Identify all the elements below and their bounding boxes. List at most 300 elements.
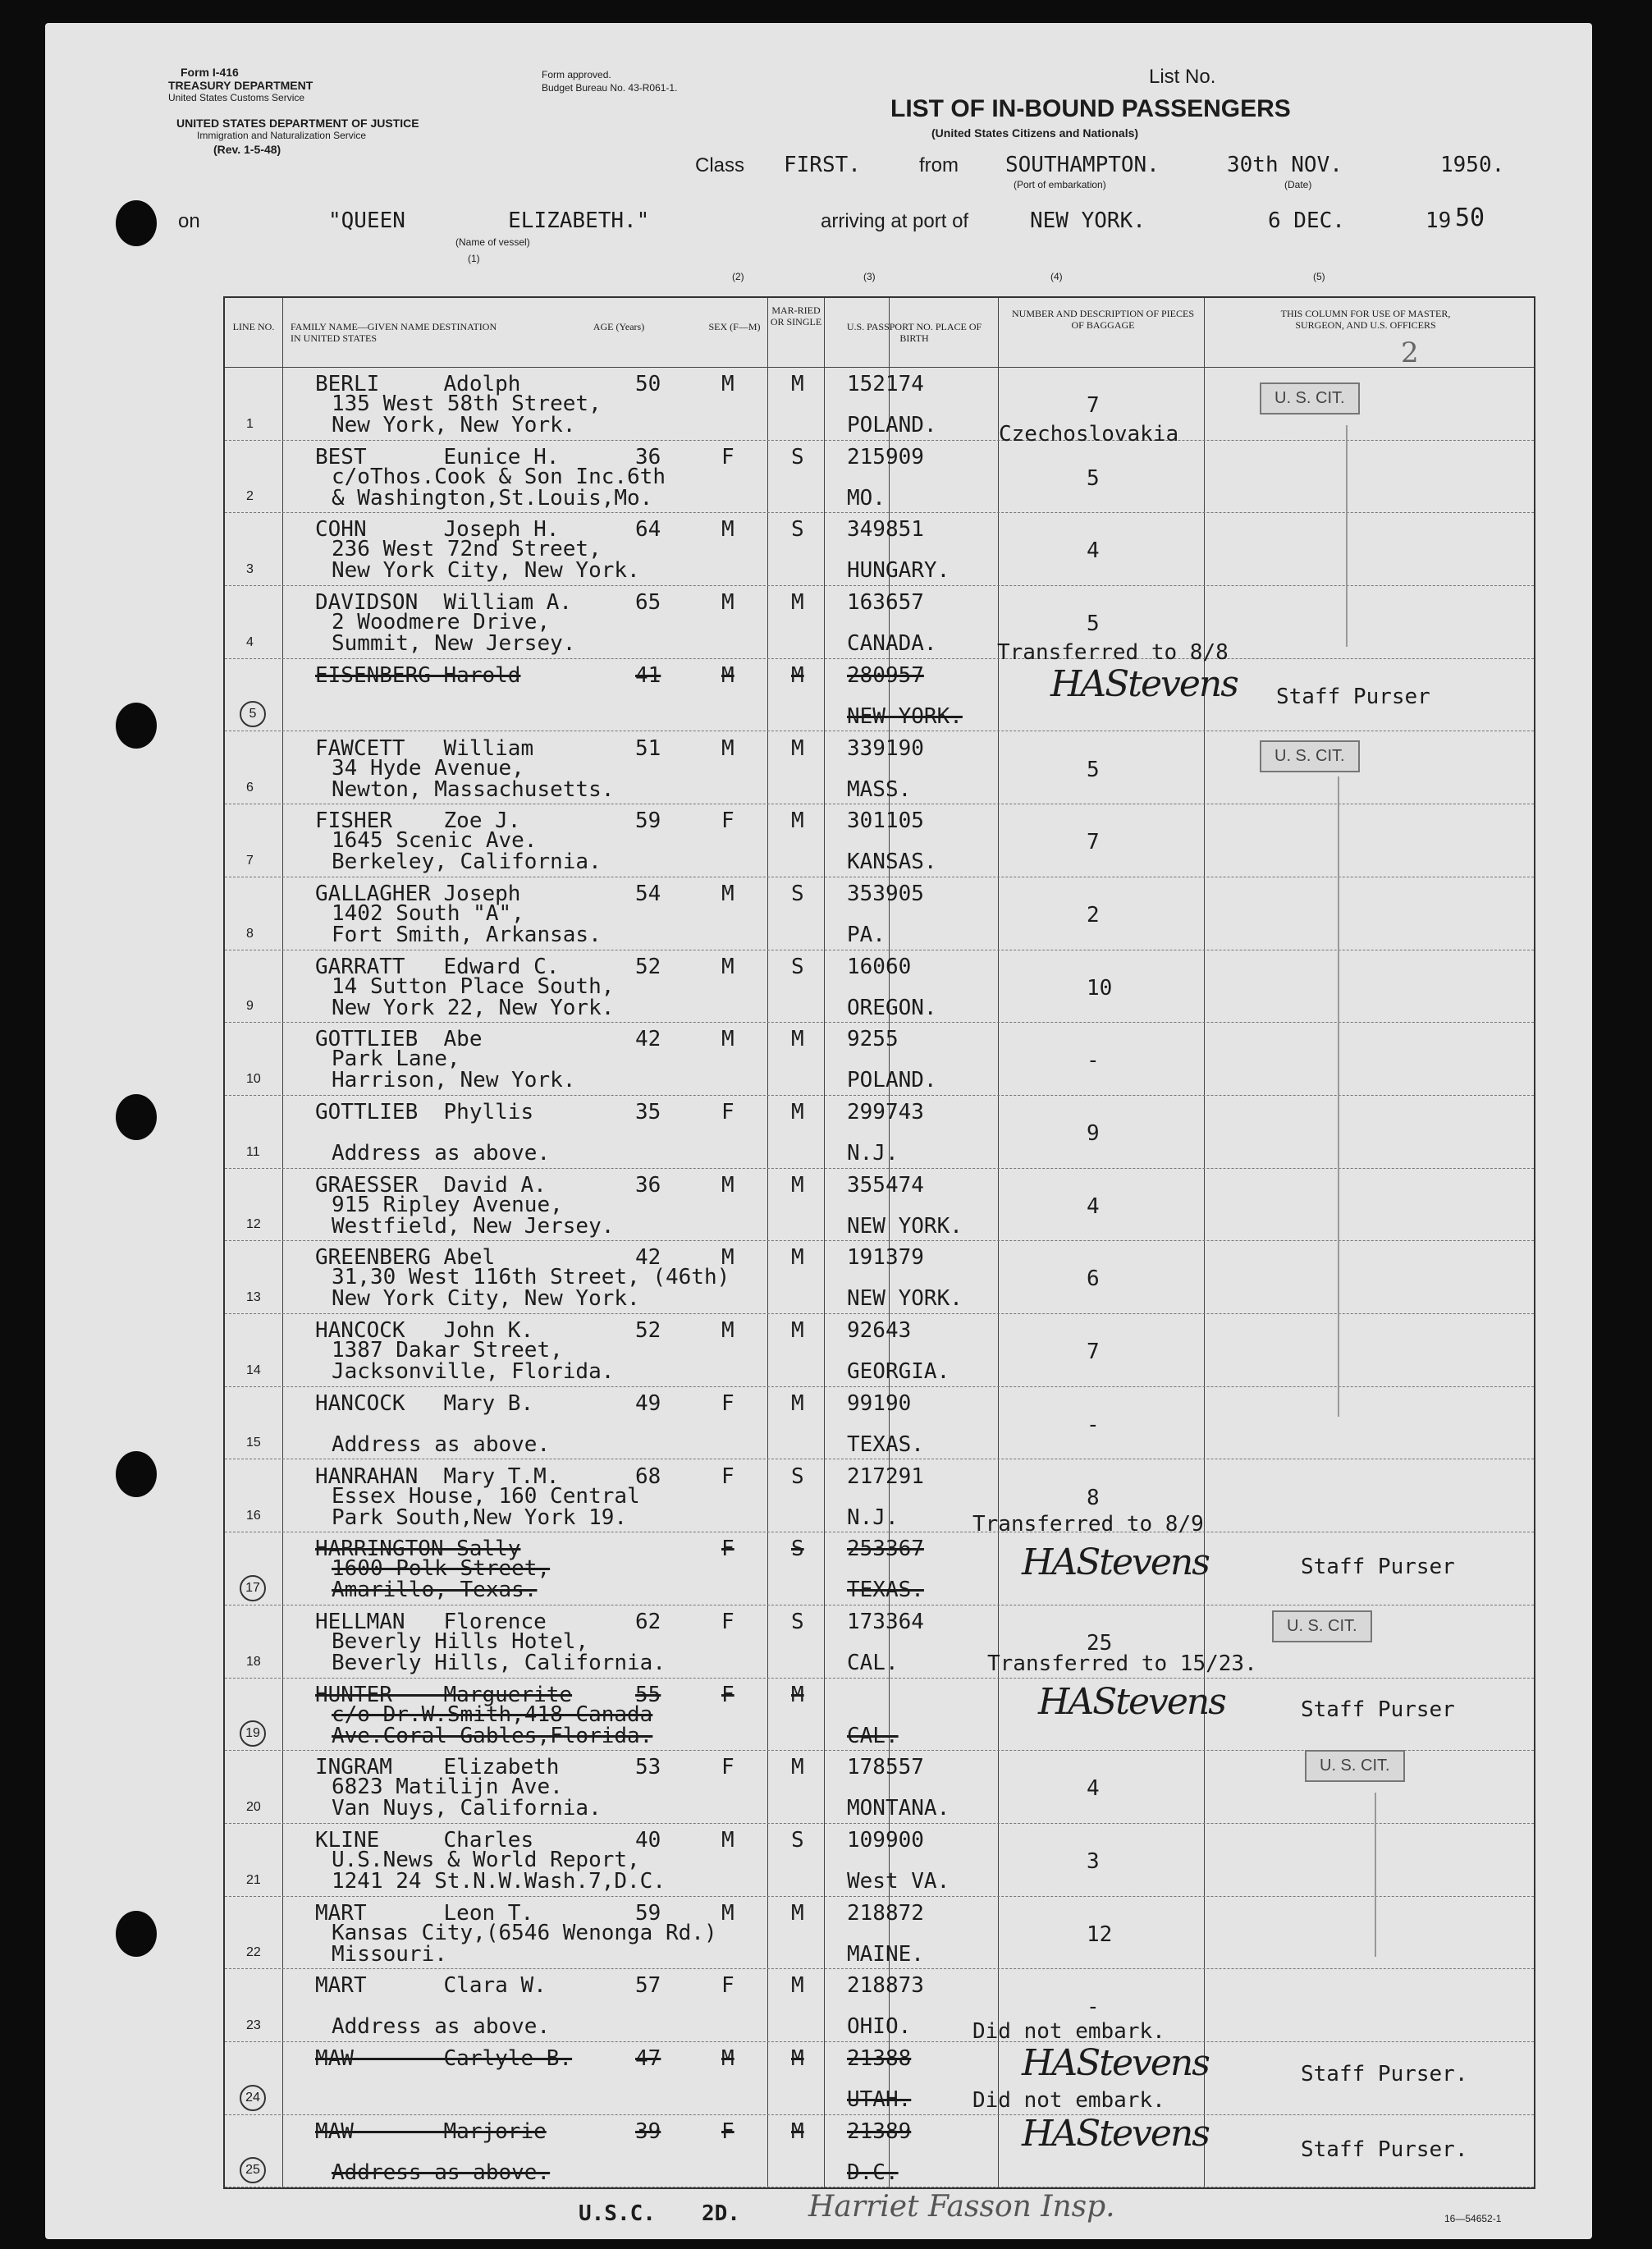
revision: (Rev. 1-5-48) — [213, 143, 281, 156]
binder-hole — [116, 1451, 157, 1497]
purser-signature: HAStevens — [1050, 663, 1238, 705]
passenger-sex: F — [721, 1609, 734, 1634]
passenger-age: 40 — [635, 1828, 661, 1853]
line-number: 12 — [246, 1217, 261, 1232]
passenger-sex: M — [721, 1027, 734, 1052]
line-number: 17 — [240, 1575, 266, 1601]
passport-number: 339190 — [847, 735, 924, 761]
passenger-name: MAW Carlyle B. — [315, 2046, 573, 2072]
place-of-birth: MO. — [847, 485, 885, 511]
passenger-name: HANRAHAN Mary T.M. — [315, 1463, 560, 1489]
baggage-count: 7 — [1087, 1340, 1100, 1365]
baggage-count: 25 — [1087, 1630, 1113, 1656]
passenger-sex: M — [721, 1172, 734, 1198]
baggage-count: 2 — [1087, 902, 1100, 928]
passenger-name: HANCOCK Mary B. — [315, 1390, 534, 1416]
passport-number: 217291 — [847, 1463, 924, 1489]
passenger-age: 64 — [635, 517, 661, 543]
address-line-1: 1600 Polk Street, — [332, 1556, 551, 1582]
passenger-name: GOTTLIEB Phyllis — [315, 1100, 534, 1124]
place-of-birth: OHIO. — [847, 2014, 912, 2040]
baggage-count: - — [1087, 1048, 1100, 1074]
line-number: 10 — [246, 1071, 261, 1086]
purser-signature: HAStevens — [1022, 2042, 1209, 2084]
passport-number: 109900 — [847, 1828, 924, 1853]
place-of-birth: N.J. — [847, 1141, 899, 1166]
passenger-age: 57 — [635, 1973, 661, 1999]
header-baggage: NUMBER AND DESCRIPTION OF PIECES OF BAGGAGE — [1011, 308, 1195, 331]
place-of-birth: MONTANA. — [847, 1796, 950, 1821]
place-of-birth: D.C. — [847, 2160, 899, 2185]
arrival-year-suffix: 50 — [1455, 204, 1485, 232]
address-line-1: Park Lane, — [332, 1047, 460, 1072]
address-line-1: 1402 South "A", — [332, 900, 524, 926]
date-caption: (Date) — [1284, 179, 1312, 190]
passport-number: 218872 — [847, 1900, 924, 1926]
passenger-name: EISENBERG Harold — [315, 662, 521, 688]
baggage-count: 7 — [1087, 393, 1100, 418]
address-line-1: 135 West 58th Street, — [332, 392, 602, 416]
address-line-1: 14 Sutton Place South, — [332, 973, 615, 999]
baggage-count: 5 — [1087, 611, 1100, 637]
footer-usc: U.S.C. — [579, 2201, 656, 2226]
arriving-label: arriving at port of — [821, 210, 969, 232]
header-officers: THIS COLUMN FOR USE OF MASTER, SURGEON, AND U.S. OFFICERS — [1280, 308, 1451, 331]
passenger-sex: F — [721, 2118, 734, 2144]
address-line-1: Beverly Hills Hotel, — [332, 1628, 589, 1654]
address-line-2: & Washington,St.Louis,Mo. — [332, 485, 653, 511]
passenger-age: 59 — [635, 1900, 661, 1926]
address-line-2: 1241 24 St.N.W.Wash.7,D.C. — [332, 1869, 666, 1894]
us-citizen-stamp: U. S. CIT. — [1260, 740, 1360, 772]
marital-status: M — [791, 662, 804, 688]
purser-signature: HAStevens — [1038, 1681, 1225, 1723]
passenger-sex: M — [721, 1318, 734, 1344]
passenger-sex: M — [721, 2046, 734, 2072]
staff-purser-5: Staff Purser — [1276, 685, 1430, 709]
table-row — [225, 1459, 1534, 1532]
passenger-name: FAWCETT William — [315, 735, 534, 761]
passenger-sex: F — [721, 1973, 734, 1999]
passenger-age: 42 — [635, 1245, 661, 1271]
place-of-birth: MASS. — [847, 776, 912, 802]
marital-status: M — [791, 2118, 804, 2144]
inspector-signature: Harriet Fasson Insp. — [808, 2190, 1115, 2224]
line-number: 9 — [246, 999, 254, 1014]
place-of-birth: West VA. — [847, 1869, 950, 1894]
address-line-1: c/o Dr.W.Smith,418 Canada — [332, 1702, 653, 1727]
department-justice: UNITED STATES DEPARTMENT OF JUSTICE — [176, 117, 419, 130]
table-row — [225, 585, 1534, 658]
address-line-1: 1387 Dakar Street, — [332, 1338, 563, 1363]
line-number: 11 — [246, 1144, 260, 1159]
passenger-name: HUNTER Marguerite — [315, 1682, 573, 1707]
marital-status: S — [791, 517, 804, 543]
address-line-2: New York 22, New York. — [332, 995, 615, 1020]
binder-hole — [116, 703, 157, 749]
line-number: 6 — [246, 781, 254, 795]
port-caption: (Port of embarkation) — [1014, 179, 1106, 190]
passport-number: 152174 — [847, 372, 924, 396]
margin-mark: 2 — [1401, 337, 1419, 369]
line-number: 3 — [246, 562, 254, 577]
passport-number: 92643 — [847, 1318, 912, 1344]
did-not-embark-24: Did not embark. — [972, 2019, 1165, 2044]
passenger-name: COHN Joseph H. — [315, 517, 560, 543]
transfer-note-5: Transferred to 8/8 — [997, 640, 1229, 665]
place-of-birth: POLAND. — [847, 1068, 937, 1093]
passenger-age: 36 — [635, 444, 661, 469]
place-of-birth: UTAH. — [847, 2087, 912, 2113]
passenger-age: 65 — [635, 590, 661, 616]
place-of-birth: CAL. — [847, 1650, 899, 1675]
passenger-age: 54 — [635, 881, 661, 906]
address-line-2: Newton, Massachusetts. — [332, 776, 615, 802]
passenger-sex: F — [721, 1682, 734, 1707]
baggage-count: 3 — [1087, 1849, 1100, 1874]
passport-number: 280957 — [847, 662, 924, 688]
passport-number: 218873 — [847, 1973, 924, 1999]
passenger-sex: M — [721, 517, 734, 543]
baggage-count: 9 — [1087, 1121, 1100, 1146]
line-number: 21 — [246, 1872, 261, 1887]
passenger-sex: M — [721, 1245, 734, 1271]
passenger-name: BEST Eunice H. — [315, 444, 560, 469]
passenger-name: FISHER Zoe J. — [315, 808, 521, 834]
address-line-2: Harrison, New York. — [332, 1068, 576, 1093]
page-subtitle: (United States Citizens and Nationals) — [931, 126, 1139, 140]
marital-status: M — [791, 1027, 804, 1052]
table-row — [225, 1968, 1534, 2041]
passport-number: 21388 — [847, 2046, 912, 2072]
passport-number: 99190 — [847, 1390, 912, 1416]
marital-status: S — [791, 954, 804, 979]
binder-hole — [116, 1094, 157, 1140]
passport-number: 299743 — [847, 1100, 924, 1124]
marital-status: S — [791, 1537, 804, 1562]
passport-number: 353905 — [847, 881, 924, 906]
marital-status: M — [791, 735, 804, 761]
address-line-1: 915 Ripley Avenue, — [332, 1192, 563, 1217]
passenger-sex: M — [721, 1900, 734, 1926]
marital-status: M — [791, 1973, 804, 1999]
marital-status: M — [791, 1245, 804, 1271]
passenger-sex: M — [721, 881, 734, 906]
transfer-note-19: Transferred to 15/23. — [987, 1651, 1257, 1676]
address-line-1: Essex House, 160 Central — [332, 1483, 640, 1509]
vessel-name: "QUEEN ELIZABETH." — [328, 208, 650, 233]
form-approved: Form approved. — [542, 69, 611, 80]
address-line-1: c/oThos.Cook & Son Inc.6th — [332, 464, 666, 489]
place-of-birth: HUNGARY. — [847, 558, 950, 584]
address-line-2: Ave.Coral Gables,Florida. — [332, 1723, 653, 1748]
line-number: 20 — [246, 1799, 261, 1814]
line-number: 4 — [246, 634, 254, 649]
header-married: MAR-RIED OR SINGLE — [770, 305, 822, 328]
passenger-name: KLINE Charles — [315, 1828, 534, 1853]
page-title: LIST OF IN-BOUND PASSENGERS — [890, 95, 1291, 122]
passenger-sex: M — [721, 662, 734, 688]
transfer-note-17: Transferred to 8/9 — [972, 1512, 1204, 1537]
column-marker-2: (2) — [732, 271, 744, 282]
class-label: Class — [695, 154, 745, 176]
line-number: 7 — [246, 853, 254, 868]
passenger-name: INGRAM Elizabeth — [315, 1755, 560, 1780]
baggage-count: - — [1087, 1412, 1100, 1437]
passenger-name: GOTTLIEB Abe — [315, 1027, 483, 1052]
passenger-age: 53 — [635, 1755, 661, 1780]
place-of-birth: PA. — [847, 922, 885, 947]
line-number: 23 — [246, 2018, 261, 2033]
place-of-birth: GEORGIA. — [847, 1359, 950, 1385]
line-number: 14 — [246, 1363, 261, 1377]
baggage-count: 4 — [1087, 1776, 1100, 1802]
class-value: FIRST. — [784, 153, 861, 177]
list-number-label: List No. — [1149, 66, 1216, 88]
table-row — [225, 512, 1534, 585]
passenger-sex: F — [721, 1100, 734, 1124]
document-page — [45, 23, 1592, 2239]
baggage-count: 10 — [1087, 975, 1113, 1001]
marital-status: S — [791, 1609, 804, 1634]
embarkation-year: 1950. — [1440, 153, 1505, 177]
arrival-port: NEW YORK. — [1030, 208, 1146, 233]
line-number: 16 — [246, 1509, 261, 1523]
address-line-2: Amarillo, Texas. — [332, 1578, 538, 1603]
passenger-name: MAW Marjorie — [315, 2118, 547, 2144]
address-line-2: New York City, New York. — [332, 1286, 640, 1312]
passenger-name: HANCOCK John K. — [315, 1318, 534, 1344]
baggage-count: 5 — [1087, 465, 1100, 491]
passport-number: 173364 — [847, 1609, 924, 1634]
department-treasury-sub: United States Customs Service — [168, 92, 305, 103]
purser-signature: HAStevens — [1022, 1541, 1209, 1583]
passenger-name: GARRATT Edward C. — [315, 954, 560, 979]
header-name: FAMILY NAME—GIVEN NAME DESTINATION IN UNITED STATES — [291, 321, 497, 344]
passport-number: 301105 — [847, 808, 924, 834]
binder-hole — [116, 200, 157, 246]
place-of-birth: KANSAS. — [847, 850, 937, 875]
baggage-count: 12 — [1087, 1921, 1113, 1947]
passenger-name: BERLI Adolph — [315, 372, 521, 396]
passenger-age: 41 — [635, 662, 661, 688]
column-marker-1: (1) — [468, 253, 480, 264]
passport-number: 215909 — [847, 444, 924, 469]
passenger-name: HELLMAN Florence — [315, 1609, 547, 1634]
passenger-age: 55 — [635, 1682, 661, 1707]
from-label: from — [919, 154, 959, 176]
marital-status: S — [791, 1463, 804, 1489]
line-number: 13 — [246, 1290, 261, 1305]
passenger-sex: F — [721, 1390, 734, 1416]
passenger-sex: F — [721, 1755, 734, 1780]
passenger-age: 51 — [635, 735, 661, 761]
marital-status: M — [791, 372, 804, 396]
marital-status: M — [791, 1100, 804, 1124]
header-age: AGE (Years) — [593, 321, 645, 332]
marital-status: S — [791, 881, 804, 906]
place-of-birth: NEW YORK. — [847, 703, 963, 729]
passenger-age: 39 — [635, 2118, 661, 2144]
baggage-count: 6 — [1087, 1266, 1100, 1292]
staff-purser-17: Staff Purser — [1301, 1555, 1455, 1579]
address-line-2: Westfield, New Jersey. — [332, 1213, 615, 1239]
column-marker-5: (5) — [1313, 271, 1325, 282]
passenger-age: 59 — [635, 808, 661, 834]
marital-status: S — [791, 1828, 804, 1853]
vessel-caption: (Name of vessel) — [455, 236, 530, 248]
marital-status: M — [791, 1900, 804, 1926]
line-number: 19 — [240, 1720, 266, 1747]
department-justice-sub: Immigration and Naturalization Service — [197, 130, 367, 141]
address-line-2: Address as above. — [332, 2160, 551, 2185]
passport-number: 178557 — [847, 1755, 924, 1780]
staff-purser-24: Staff Purser. — [1301, 2062, 1468, 2086]
passenger-name: GALLAGHER Joseph — [315, 881, 521, 906]
marital-status: S — [791, 444, 804, 469]
place-of-birth: NEW YORK. — [847, 1213, 963, 1239]
passenger-age: 49 — [635, 1390, 661, 1416]
marital-status: M — [791, 1390, 804, 1416]
line-number: 22 — [246, 1945, 261, 1960]
table-row — [225, 1896, 1534, 1969]
address-line-2: Park South,New York 19. — [332, 1505, 628, 1530]
budget-bureau: Budget Bureau No. 43-R061-1. — [542, 82, 678, 94]
passenger-name: GREENBERG Abel — [315, 1245, 496, 1271]
baggage-count: 8 — [1087, 1485, 1100, 1510]
place-of-birth: NEW YORK. — [847, 1286, 963, 1312]
place-of-birth: POLAND. — [847, 413, 937, 437]
table-row — [225, 1823, 1534, 1896]
line-number: 5 — [240, 701, 266, 727]
us-citizen-stamp: U. S. CIT. — [1305, 1750, 1405, 1782]
passport-number: 16060 — [847, 954, 912, 979]
passenger-name: GRAESSER David A. — [315, 1172, 547, 1198]
passport-number: 191379 — [847, 1245, 924, 1271]
passport-number: 163657 — [847, 590, 924, 616]
passenger-age: 62 — [635, 1609, 661, 1634]
passenger-sex: F — [721, 808, 734, 834]
passenger-sex: M — [721, 735, 734, 761]
place-of-birth: MAINE. — [847, 1941, 924, 1967]
baggage-count: 5 — [1087, 757, 1100, 782]
port-of-embarkation: SOUTHAMPTON. — [1005, 153, 1160, 177]
passenger-name: MART Leon T. — [315, 1900, 534, 1926]
address-line-1: 2 Woodmere Drive, — [332, 610, 551, 635]
passenger-name: MART Clara W. — [315, 1973, 547, 1999]
passenger-name: DAVIDSON William A. — [315, 590, 573, 616]
address-line-1: 236 West 72nd Street, — [332, 537, 602, 562]
address-line-1: Kansas City,(6546 Wenonga Rd.) — [332, 1920, 717, 1945]
header-sex: SEX (F—M) — [708, 321, 761, 332]
form-number: Form I-416 — [181, 66, 239, 79]
birth-correction: Czechoslovakia — [999, 422, 1179, 447]
marital-status: M — [791, 2046, 804, 2072]
place-of-birth: TEXAS. — [847, 1431, 924, 1457]
marital-status: M — [791, 1682, 804, 1707]
line-number: 15 — [246, 1436, 261, 1450]
address-line-2: New York, New York. — [332, 413, 576, 437]
address-line-2: New York City, New York. — [332, 558, 640, 584]
line-number: 2 — [246, 489, 254, 504]
staff-purser-19: Staff Purser — [1301, 1697, 1455, 1722]
arrival-year-prefix: 19 — [1425, 208, 1452, 233]
passport-number: 9255 — [847, 1027, 899, 1052]
address-line-2: Address as above. — [332, 2014, 551, 2040]
column-marker-4: (4) — [1050, 271, 1063, 282]
passport-number: 253367 — [847, 1537, 924, 1562]
line-number: 18 — [246, 1654, 261, 1669]
staff-purser-25: Staff Purser. — [1301, 2137, 1468, 2162]
line-number: 1 — [246, 416, 254, 431]
line-number: 25 — [240, 2157, 266, 2183]
address-line-1: 1645 Scenic Ave. — [332, 828, 538, 854]
address-line-1: 31,30 West 116th Street, (46th) — [332, 1265, 730, 1290]
on-label: on — [178, 210, 200, 232]
passenger-age: 36 — [635, 1172, 661, 1198]
passenger-age: 50 — [635, 372, 661, 396]
passenger-sex: M — [721, 954, 734, 979]
line-number: 24 — [240, 2085, 266, 2111]
marital-status: M — [791, 1172, 804, 1198]
arrival-date: 6 DEC. — [1268, 208, 1345, 233]
passenger-sex: F — [721, 444, 734, 469]
footer-code: 2D. — [702, 2201, 740, 2226]
us-citizen-stamp: U. S. CIT. — [1272, 1610, 1372, 1642]
header-passport: U.S. PASSPORT NO. PLACE OF BIRTH — [846, 321, 982, 344]
place-of-birth: CANADA. — [847, 631, 937, 657]
baggage-count: 4 — [1087, 1193, 1100, 1219]
address-line-1: U.S.News & World Report, — [332, 1848, 640, 1872]
address-line-2: Missouri. — [332, 1941, 447, 1967]
place-of-birth: OREGON. — [847, 995, 937, 1020]
marital-status: M — [791, 1318, 804, 1344]
purser-signature: HAStevens — [1022, 2113, 1209, 2155]
marital-status: M — [791, 590, 804, 616]
footer-form-number: 16—54652-1 — [1444, 2213, 1502, 2224]
address-line-2: Berkeley, California. — [332, 850, 602, 875]
table-row — [225, 440, 1534, 513]
address-line-2: Address as above. — [332, 1431, 551, 1457]
place-of-birth: N.J. — [847, 1505, 899, 1530]
passenger-age: 42 — [635, 1027, 661, 1052]
address-line-2: Van Nuys, California. — [332, 1796, 602, 1821]
us-citizen-stamp: U. S. CIT. — [1260, 382, 1360, 415]
baggage-count: - — [1087, 1995, 1100, 2020]
address-line-2: Summit, New Jersey. — [332, 631, 576, 657]
department-treasury: TREASURY DEPARTMENT — [168, 79, 313, 92]
passenger-age: 47 — [635, 2046, 661, 2072]
passenger-age: 68 — [635, 1463, 661, 1489]
column-marker-3: (3) — [863, 271, 876, 282]
passenger-sex: M — [721, 372, 734, 396]
passenger-name: HARRINGTON Sally — [315, 1537, 521, 1562]
address-line-2: Address as above. — [332, 1141, 551, 1166]
header-line-no: LINE NO. — [232, 321, 275, 332]
passenger-sex: M — [721, 590, 734, 616]
marital-status: M — [791, 1755, 804, 1780]
address-line-2: Jacksonville, Florida. — [332, 1359, 615, 1385]
passenger-age: 52 — [635, 954, 661, 979]
passenger-age: 35 — [635, 1100, 661, 1124]
address-line-2: Fort Smith, Arkansas. — [332, 922, 602, 947]
passport-number: 349851 — [847, 517, 924, 543]
passenger-sex: F — [721, 1537, 734, 1562]
baggage-count: 7 — [1087, 830, 1100, 855]
did-not-embark-25: Did not embark. — [972, 2088, 1165, 2113]
binder-hole — [116, 1911, 157, 1957]
address-line-1: 34 Hyde Avenue, — [332, 755, 524, 781]
